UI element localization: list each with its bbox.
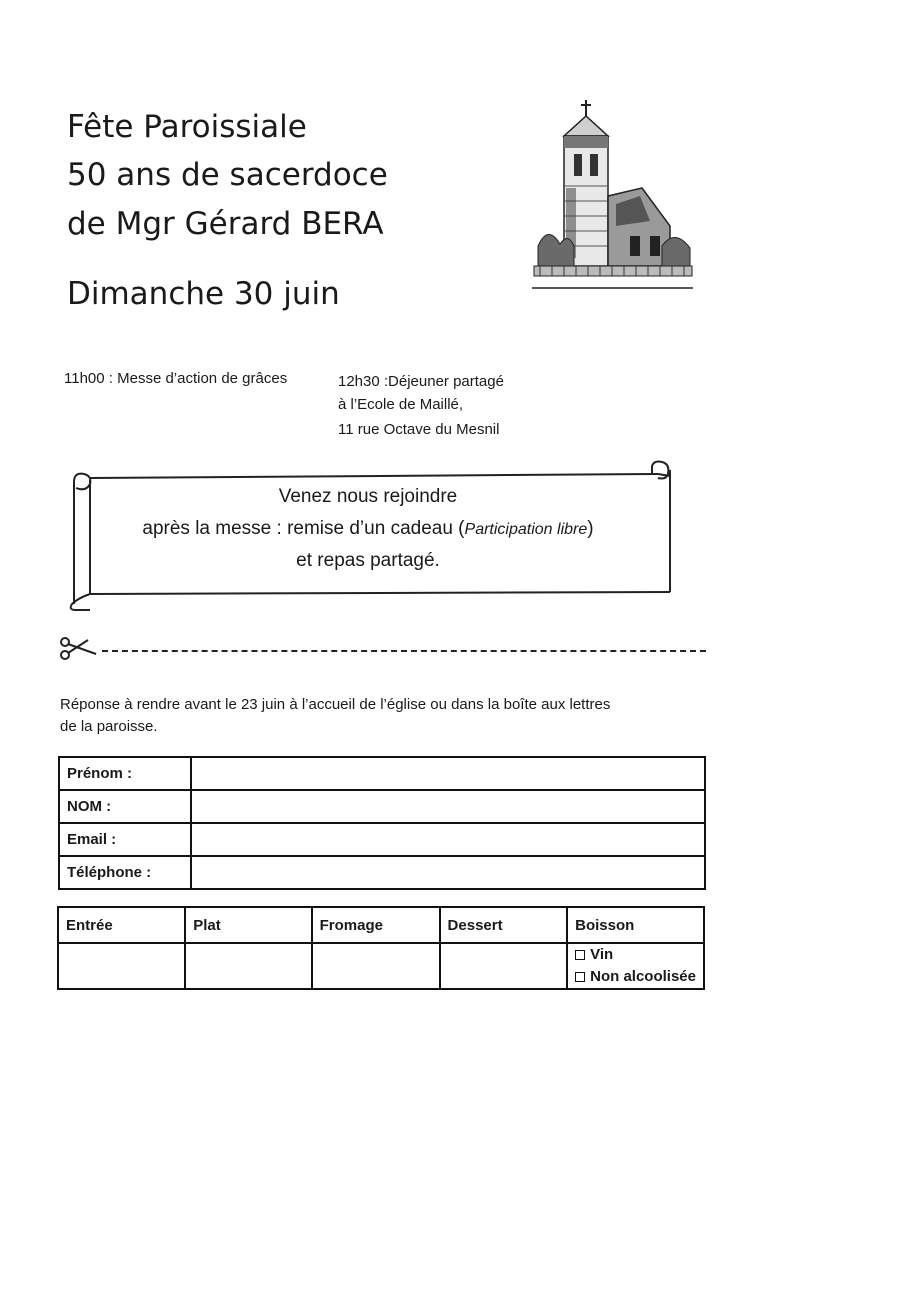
email-label: Email :: [59, 823, 191, 856]
form-row-telephone: [59, 856, 705, 889]
menu-form: [57, 906, 705, 990]
banner-participation: Participation libre: [464, 521, 588, 538]
form-row-nom: [59, 790, 705, 823]
fromage-cell[interactable]: [312, 943, 440, 989]
nom-field[interactable]: [191, 790, 705, 823]
entree-cell[interactable]: [58, 943, 185, 989]
checkbox-non-alcoolisee[interactable]: [575, 972, 585, 982]
lunch-address: 11 rue Octave du Mesnil: [338, 421, 500, 438]
reply-instructions-1: Réponse à rendre avant le 23 juin à l’accueil de l’église ou dans la boîte aux lettres: [60, 696, 611, 713]
option-non-alcoolisee-label: Non alcoolisée: [590, 967, 696, 985]
lunch-time: 12h30 :Déjeuner partagé: [338, 373, 504, 390]
email-field[interactable]: [191, 823, 705, 856]
reply-instructions-2: de la paroisse.: [60, 718, 158, 735]
column-fromage: Fromage: [312, 907, 440, 943]
title-line-2: 50 ans de sacerdoce: [67, 157, 388, 193]
telephone-field[interactable]: [191, 856, 705, 889]
column-boisson: Boisson: [567, 907, 704, 943]
column-plat: Plat: [185, 907, 311, 943]
column-entree: Entrée: [58, 907, 185, 943]
dessert-cell[interactable]: [440, 943, 568, 989]
form-row-prenom: [59, 757, 705, 790]
mass-time: 11h00 : Messe d’action de grâces: [64, 370, 288, 387]
identity-form: [58, 756, 706, 890]
column-dessert: Dessert: [440, 907, 568, 943]
title-line-1: Fête Paroissiale: [67, 109, 307, 145]
banner-line-2-suffix: ): [587, 518, 594, 539]
plat-cell[interactable]: [185, 943, 311, 989]
form-row-email: [59, 823, 705, 856]
title-line-3: de Mgr Gérard BERA: [67, 206, 384, 242]
option-non-alcoolisee[interactable]: [575, 966, 696, 988]
scroll-banner: [62, 456, 674, 616]
cut-line: [58, 630, 708, 660]
scissors-icon: [58, 634, 98, 662]
telephone-label: Téléphone :: [59, 856, 191, 889]
prenom-field[interactable]: [191, 757, 705, 790]
nom-label: NOM :: [59, 790, 191, 823]
option-vin[interactable]: [575, 944, 696, 966]
prenom-label: Prénom :: [59, 757, 191, 790]
banner-line-1: Venez nous rejoindre: [278, 486, 458, 507]
banner-line-3: et repas partagé.: [296, 550, 440, 571]
event-date: Dimanche 30 juin: [67, 276, 340, 312]
dashed-line: [102, 650, 706, 652]
church-illustration: [530, 96, 695, 301]
banner-line-2: [62, 518, 674, 540]
lunch-place: à l’Ecole de Maillé,: [338, 396, 464, 413]
option-vin-label: Vin: [590, 946, 614, 963]
menu-header-row: [58, 907, 704, 943]
menu-input-row: [58, 943, 704, 989]
boisson-cell: [567, 943, 704, 989]
checkbox-vin[interactable]: [575, 950, 585, 960]
banner-line-2-prefix: après la messe : remise d’un cadeau (: [142, 518, 465, 539]
